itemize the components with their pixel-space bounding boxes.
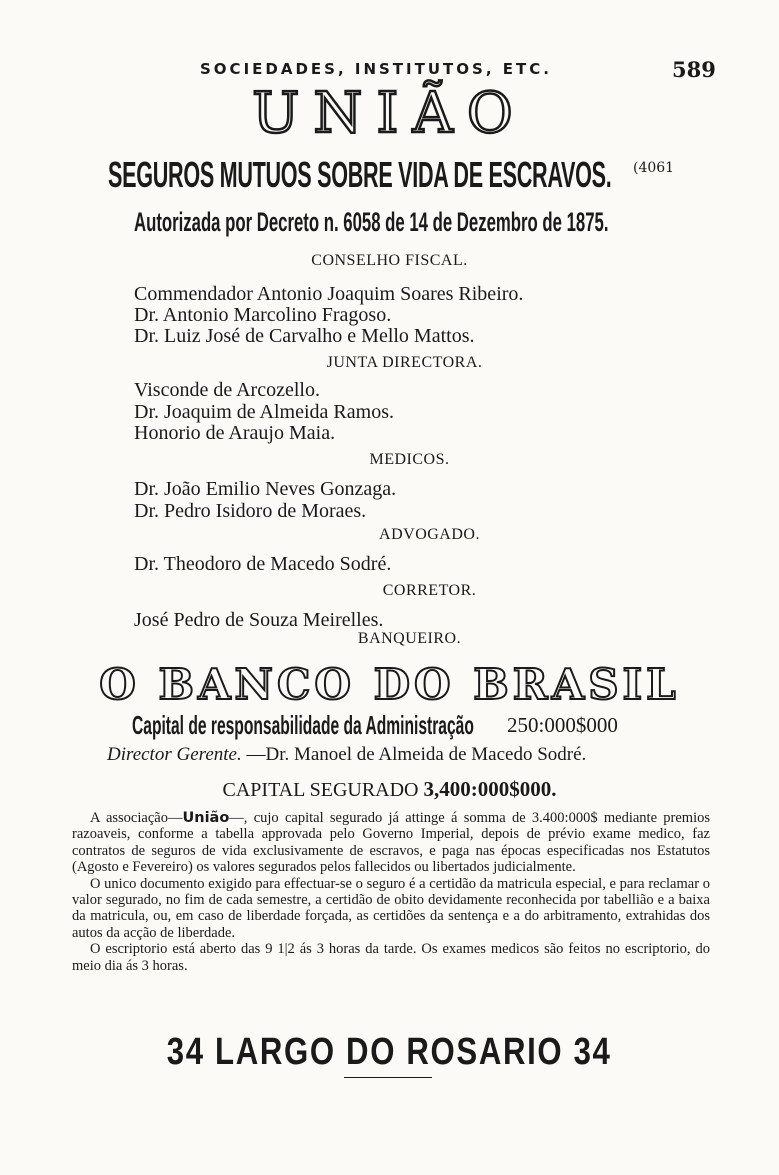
member-name: Dr. Luiz José de Carvalho e Mello Mattos. [134,325,475,347]
member-name: Commendador Antonio Joaquim Soares Ribeiro. [134,283,524,305]
capital-insured-label: CAPITAL SEGURADO [222,779,419,801]
member-name: Dr. Pedro Isidoro de Moraes. [134,500,367,522]
director-name: —Dr. Manoel de Almeida de Macedo Sodré. [246,744,587,765]
capital-insured-amount: 3,400:000$000. [423,777,557,801]
member-name: Dr. Antonio Marcolino Fragoso. [134,304,392,326]
section-banqueiro: BANQUEIRO. [357,630,462,647]
section-medicos: MEDICOS. [369,451,450,468]
director-role: Director Gerente. [107,744,242,765]
section-advogado: ADVOGADO. [379,526,480,543]
director-line [107,742,586,768]
capital-insured [0,776,779,803]
divider [344,1077,432,1078]
member-name: Dr. Theodoro de Macedo Sodré. [134,553,392,575]
section-junta-directora: JUNTA DIRECTORA. [326,354,483,371]
section-corretor: CORRETOR. [382,582,477,599]
member-name: Dr. Joaquim de Almeida Ramos. [134,401,394,423]
member-name: José Pedro de Souza Meirelles. [134,609,384,631]
member-name: Honorio de Araujo Maia. [134,422,336,444]
body-text [72,810,710,974]
page-number: 589 [672,57,716,82]
capital-amount: 250:000$000 [507,712,618,737]
capital-line [132,708,618,741]
company-subtitle: SEGUROS MUTUOS SOBRE VIDA DE ESCRAVOS. [108,154,612,195]
running-title: SOCIEDADES, INSTITUTOS, ETC. [200,60,552,78]
capital-label: Capital de responsabilidade da Administração [132,709,474,740]
member-name: Dr. João Emilio Neves Gonzaga. [134,478,397,500]
section-conselho-fiscal: CONSELHO FISCAL. [311,252,468,269]
paragraph: O unico documento exigido para effectuar-se o seguro é a certidão da matricula especial, e para reclamar o valor segurado, no fim de cada semestre, a certidão de obito devidamente reconhecida por tabellião e a baixa da matricula, ou, em caso de liberdade forçada, as certidões da sentença e a do arbitramento, extrahidas dos autos da acção de liberdade. [72,875,710,941]
paragraph: O escriptorio está aberto das 9 1|2 ás 3 horas da tarde. Os exames medicos são feitos no escriptorio, do meio dia ás 3 horas. [72,941,710,974]
company-name-inline: União [182,810,230,826]
address-text: 34 LARGO DO ROSARIO 34 [167,1031,612,1073]
authorization-decree: Autorizada por Decreto n. 6058 de 14 de Dezembro de 1875. [134,207,609,237]
company-title: UNIÃO [252,81,527,146]
reference-number: (4061 [633,160,675,176]
address [0,1028,779,1076]
member-name: Visconde de Arcozello. [134,379,320,401]
paragraph: A associação—União—, cujo capital segurado já attinge á somma de 3.400:000$ mediante premios razoaveis, conforme a tabella approvada pelo Governo Imperial, depois de prévio exame medico, faz contratos de seguros de vida exclusivamente de escravos, e paga nas épocas especificadas nos Estatutos (Agosto e Fevereiro) os valores segurados pelos fallecidos ou libertados judicialmente. [72,810,711,876]
bank-name: O BANCO DO BRASIL [99,660,680,709]
